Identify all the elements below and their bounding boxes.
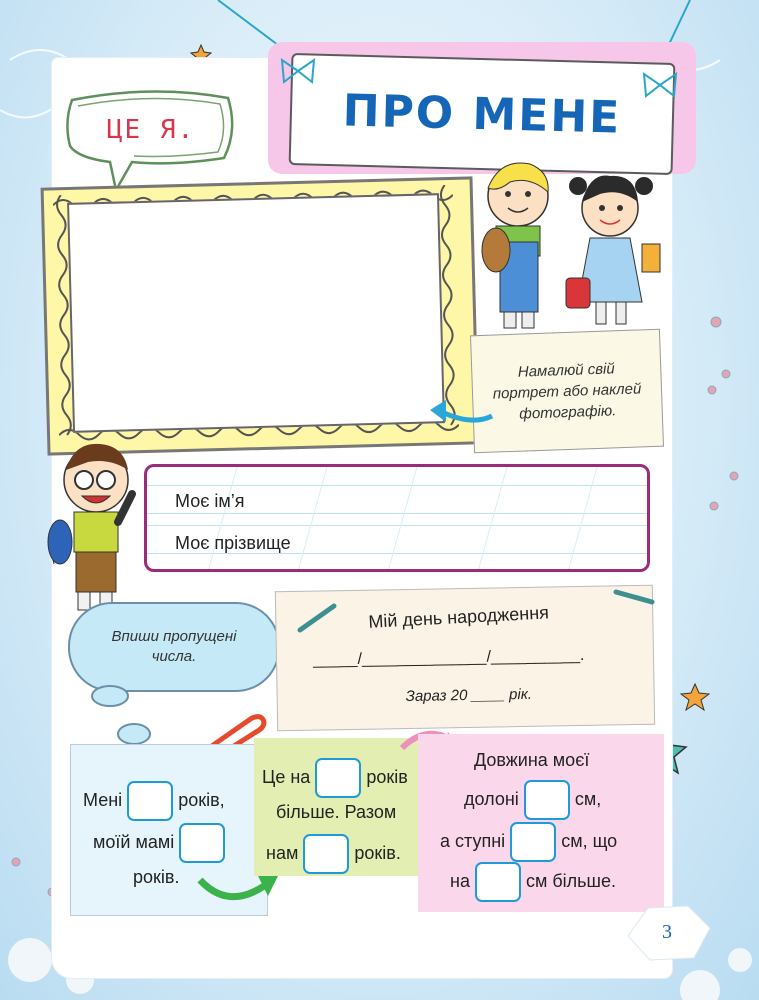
card-diff-text-3: більше. Разом: [276, 802, 397, 822]
size-difference-input[interactable]: [475, 862, 521, 902]
star-icon: [680, 682, 710, 712]
card-me-text-4: років.: [133, 867, 180, 887]
hint-cloud: [68, 602, 280, 692]
mum-age-input[interactable]: [179, 823, 225, 863]
kids-illustration: [460, 152, 670, 342]
card-diff-text-2: років: [366, 766, 408, 787]
card-me-text-1: Мені: [83, 789, 123, 810]
card-size-text-4: а ступні: [440, 830, 506, 851]
arrow-left-icon: [428, 392, 498, 432]
card-me-text-3: моїй мамі: [93, 831, 175, 852]
card-size-text-6: на: [450, 870, 470, 891]
arrow-right-icon: [194, 866, 284, 914]
first-name-field[interactable]: [277, 485, 637, 515]
card-age-difference: [254, 738, 420, 876]
last-name-label: Моє прізвище: [175, 533, 291, 553]
photo-placeholder[interactable]: [67, 193, 445, 433]
age-difference-input[interactable]: [315, 758, 361, 798]
pin-icon: [296, 600, 340, 634]
page-number: 3: [662, 920, 672, 943]
name-form: [144, 464, 650, 572]
palm-length-input[interactable]: [524, 780, 570, 820]
card-diff-text-5: років.: [354, 842, 401, 863]
foot-length-input[interactable]: [510, 822, 556, 862]
last-name-field[interactable]: [327, 525, 637, 555]
birthday-title: Мій день народження: [367, 602, 550, 632]
this-is-me-label: ЦЕ Я.: [106, 115, 196, 145]
pin-icon: [612, 588, 656, 608]
bow-icon: [640, 70, 680, 100]
hint-text: Впиши пропущені числа.: [111, 628, 237, 665]
card-diff-text-1: Це на: [262, 766, 311, 787]
current-year-text: Зараз 20 ____ рік.: [405, 685, 533, 706]
card-size-text-7: см більше.: [525, 870, 617, 891]
card-diff-text-4: нам: [266, 842, 299, 863]
card-me-text-2: років,: [178, 789, 225, 810]
total-age-input[interactable]: [303, 834, 349, 874]
card-size-text-1: Довжина моєї: [474, 750, 590, 770]
draw-instruction-note: Намалюй свій портрет або наклей фотографію.: [470, 329, 664, 454]
card-body-sizes: [418, 734, 664, 912]
boy-illustration: [44, 434, 144, 624]
first-name-label: Моє ім’я: [175, 491, 245, 511]
birthday-date-field[interactable]: _____/______________/__________.: [312, 646, 585, 669]
bow-icon: [278, 56, 318, 86]
page-title: ПРО МЕНЕ: [342, 84, 622, 144]
my-age-input[interactable]: [127, 781, 173, 821]
card-size-text-3: см,: [574, 788, 602, 809]
card-size-text-5: см, що: [561, 830, 618, 851]
card-size-text-2: долоні: [464, 788, 519, 809]
